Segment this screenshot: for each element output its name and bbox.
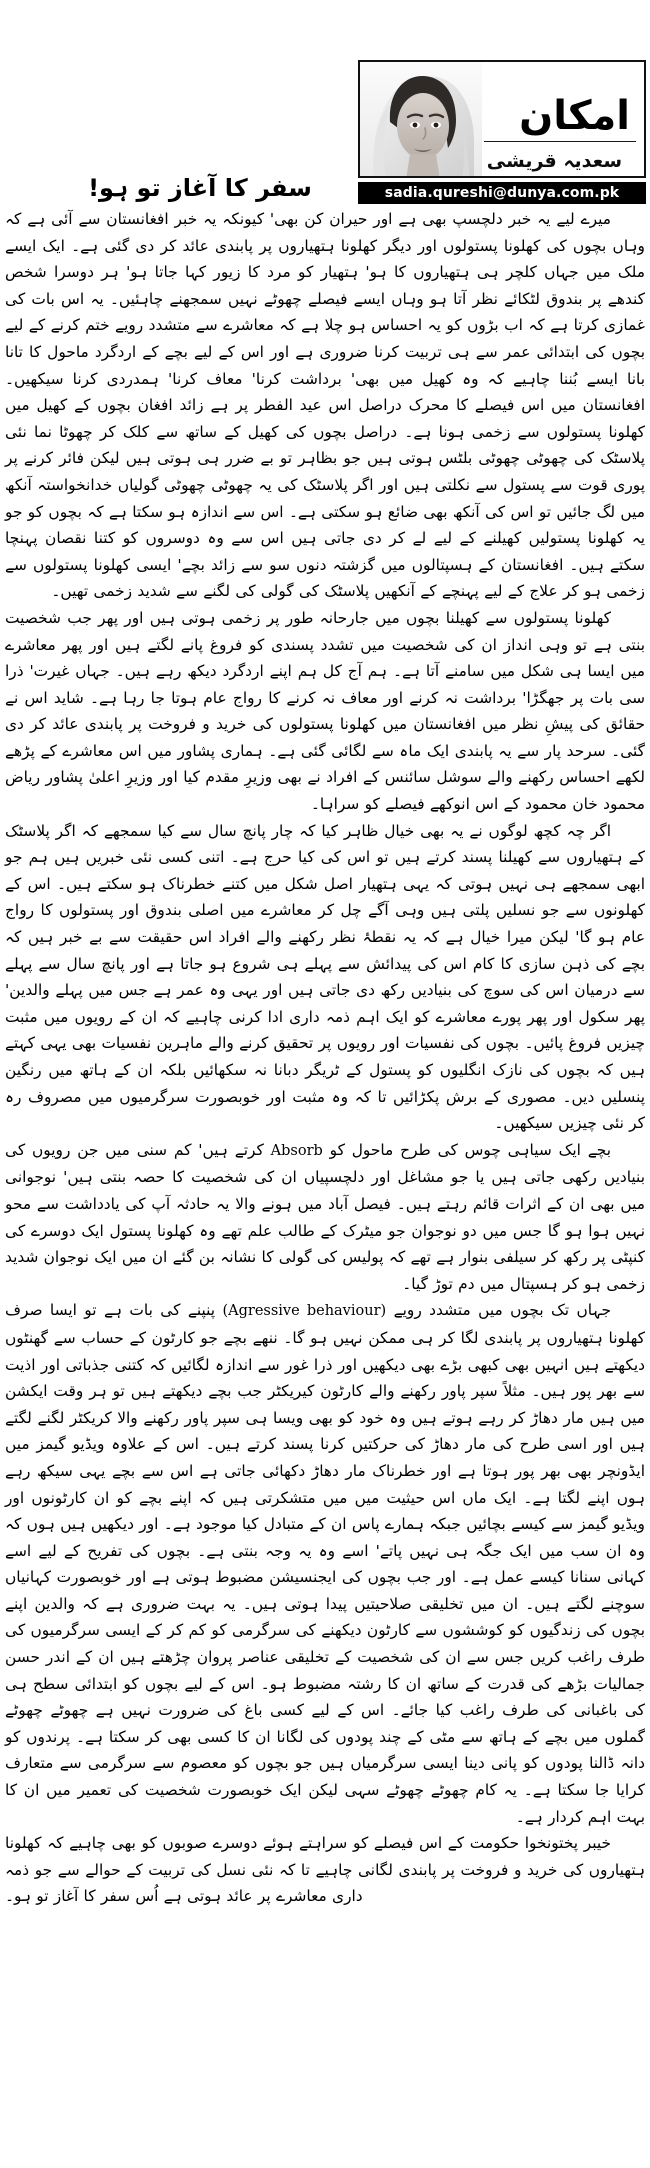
article-paragraph: اگر چہ کچھ لوگوں نے یہ بھی خیال ظاہر کیا کہ چار پانچ سال سے کیا سمجھے کہ اگر پلاسٹک کے ہتھیاروں سے کھیلنا پسند کرتے ہیں تو اس کی کیا حرج ہے۔ اتنی کسی نئی خبریں ہیں ہم جو ابھی سمجھے ہی نہیں ہوتی کہ یہی ہتھیار اصل شکل میں کتنے خطرناک ہو سکتے ہیں۔ اس کے کھلونوں سے جو نسلیں پلتی ہیں وہی آگے چل کر معاشرے میں اصلی بندوق اور پستولوں کا رواج عام ہو گا' لیکن میرا خیال ہے کہ یہ نقطۂ نظر رکھنے والے افراد اس حقیقت سے بے خبر ہیں کہ بچے کی ذہن سازی کا کام اس کی پیدائش سے پہلے ہی شروع ہو جاتا ہے اور پانچ سال سے پہلے سے درمیان اس کی سوچ کی بنیادیں رکھ دی جاتی ہیں اور یہی وہ عمر ہے جس میں پہلے والدین' پھر سکول اور پھر پورے معاشرے کو ایک اہم ذمہ داری ادا کرنی چاہیے کہ ان کے رویوں میں مثبت چیزیں فروغ پائیں۔ بچوں کی نفسیات اور رویوں پر تحقیق کرنے والے ماہرین نفسیات بھی یہی کہتے ہیں کہ بچوں کی نازک انگلیوں کو پستول کے ٹریگر دبانا نہ سکھائیں بلکہ ان کے ہاتھ میں رنگین پنسلیں دیں۔ مصوری کے برش پکڑائیں تا کہ وہ مثبت اور خوبصورت سرگرمیوں میں مصروف رہ کر نئی چیزیں سیکھیں۔ xyxy=(5,821,645,1133)
author-portrait-photo xyxy=(360,62,482,178)
article-body xyxy=(5,206,645,1910)
author-name: سعدیہ قریشی xyxy=(486,150,622,173)
author-email-text: sadia.qureshi@dunya.com.pk xyxy=(384,185,620,201)
column-masthead xyxy=(0,36,650,203)
article-paragraph: جہاں تک بچوں میں متشدد رویے (Agressive behaviour) پنپنے کی بات ہے تو ایسا صرف کھلونا ہتھیاروں پر پابندی لگا کر ہی ممکن نہیں ہو گا۔ ننھے بچے جو کارٹون کے حساب سے گھنٹوں دیکھتے ہیں انہیں بھی کبھی بڑے بھی دیکھیں اور ذرا غور سے اندازہ لگائیں کہ کتنی جذباتی اور اذیت سے بھر پور ہیں۔ مثلاً سپر پاور رکھنے والے کارٹون کیریکٹر جب بچے دیکھتے ہیں تو ہر وقت ایکشن میں ہیں مار دھاڑ کر رہے ہوتے ہیں وہ خود کو بھی ویسا ہی سپر پاور رکھنے والا کریکٹر لگنے لگتے ہیں اور اسی طرح کی مار دھاڑ کی حرکتیں کرنا پسند کرتے ہیں۔ اس کے علاوہ ویڈیو گیمز میں ایڈونچر بھی بھر پور ہوتا ہے اور خطرناک مار دھاڑ دکھائی جاتی ہے اس سے بچے یہی سیکھ رہے ہوں اپنے لگتا ہے۔ ایک ماں اس حیثیت میں میں متشکرتی ہیں کہ اپنے بچے کو ان کارٹونوں اور ویڈیو گیمز سے کیسے بچائیں جبکہ ہمارے پاس ان کے متبادل کیا موجود ہے۔ اور دیکھیں ہیں ہوں کہ وہ ان سب میں ایک جگہ ہی نہیں پاتے' اسے وہ یہ وجہ بنتی ہے۔ بچوں کی تفریح کے لیے اسے کہانی سنانا کیسے عمل ہے۔ اور جب بچوں کی ایجنسیشن مضبوط ہوتی ہے اور خوبصورت کہانیاں سوچنے لگتے ہیں۔ ان میں تخلیقی صلاحیتیں پیدا ہوتی ہیں۔ یہ بہت ضروری ہے کہ والدین اپنے بچوں کی زندگیوں کو کوششوں سے کارٹون دیکھنے کی سرگرمی کو کم کر کے ایسی سرگرمیوں کی طرف راغب کریں جس سے ان کی شخصیت کے تخلیقی عناصر پروان چڑھتے ہیں ان کے اندر حسن جمالیات بڑھے کی قدرت کے ساتھ ان کا رشتہ مضبوط ہو۔ اس کے لیے بچوں کو ابتدائی سطح ہی کی باغبانی کی طرف راغب کیا جائے۔ اس کے لیے کسی باغ کی ضرورت نہیں ہے چھوٹے چھوٹے گملوں میں بچے کے ہاتھ سے مٹی کے چند پودوں کی لگانا ان کا کسی بھی کر سکتا ہے۔ پرندوں کو دانہ ڈالنا پودوں کو پانی دینا ایسی سرگرمیاں ہیں جو بچوں کو معصوم سے سرگرمی سے متعارف کرایا جا سکتا ہے۔ یہ کام چھوٹے چھوٹے سہی لیکن ایک خوبصورت شخصیت کی تعمیر میں ان کا بہت اہم کردار ہے۔ xyxy=(5,1301,645,1826)
author-plate-inner xyxy=(360,62,644,176)
article-paragraph: میرے لیے یہ خبر دلچسپ بھی ہے اور حیران کن بھی' کیونکہ یہ خبر افغانستان سے آئی ہے کہ وہاں بچوں کی کھلونا پستولوں اور دیگر کھلونا ہتھیاروں پر پابندی عائد کر دی گئی ہے۔ ایک ایسے ملک میں جہاں کلچر ہی ہتھیاروں کا ہو' ہتھیار کو مرد کا زیور کہا جاتا ہو' ہر دوسرا شخص کندھے پر بندوق لٹکائے نظر آتا ہو وہاں ایسے فیصلے چھوٹے نہیں سمجھنے چاہئیں۔ یہ اس بات کی غمازی کرتا ہے کہ اب بڑوں کو یہ احساس ہو چلا ہے کہ معاشرے سے متشدد رویے ختم کرنے کے لیے بچوں کی ابتدائی عمر سے ہی تربیت کرنا ضروری ہے اور اس کے لیے بچے کے اردگرد ماحول کا تانا بانا ایسے بُننا چاہیے کہ وہ کھیل میں بھی' برداشت کرنا' معاف کرنا' ہمدردی کرنا سیکھیں۔ افغانستان میں اس فیصلے کا محرک دراصل اس عید الفطر پر ہے زائد افغان بچوں کے کھیل میں کھلونا پستولوں سے زخمی ہونا ہے۔ دراصل بچوں کی کھیل کے ساتھ سے کلک کر چھوٹا نما نئی پلاسٹک کی چھوٹی چھوٹی بلٹس ہوتی ہیں جو بظاہر تو بے ضرر ہی ہوتی ہیں لیکن فائر کرنے پر پوری قوت سے پستول سے نکلتی ہیں اور اگر پلاسٹک کی یہ چھوٹی چھوٹی گولیاں خدانخواستہ آنکھ میں لگ جائیں تو اس کی آنکھ بھی ضائع ہو سکتی ہے۔ اس سے اندازہ ہو سکتا ہے کہ بچوں کو جو یہ کھلونا پستولیں کھیلنے کے لیے لے کر دی جاتی ہیں اس سے وہ دوسروں کو کتنا نقصان پہنچا سکتے ہیں۔ افغانستان کے ہسپتالوں میں گزشتہ دنوں سو سے زائد بچے' ایسی کھلونا پستولوں سے زخمی ہو کر علاج کے لیے پہنچے کے آنکھیں پلاسٹک کی گولی کی لگنے سے شدید زخمی تھیں۔ xyxy=(5,210,645,601)
article-paragraph: بچے ایک سیاہی چوس کی طرح ماحول کو Absorb کرتے ہیں' کم سنی میں جن رویوں کی بنیادیں رکھی جاتی ہیں یا جو مشاغل اور دلچسپیاں ان کی شخصیت کا حصہ بنتی ہیں' نوجوانی میں بھی ان کے اثرات قائم رہتے ہیں۔ فیصل آباد میں ہونے والا یہ حادثہ آپ کی یادداشت سے محو نہیں ہوا ہو گا جس میں دو نوجوان جو میٹرک کے طالب علم تھے وہ کھلونا پستول ایک دوسرے کی کنپٹی پر رکھ کر سیلفی بنوار ہے تھے کہ پولیس کی گولی کا نشانہ بن گئے ان میں ایک نوجوان شدید زخمی ہو کر ہسپتال میں دم توڑ گیا۔ xyxy=(5,1140,645,1293)
author-email-bar[interactable] xyxy=(358,182,646,204)
plate-divider-rule xyxy=(484,141,636,142)
article-paragraph: خیبر پختونخوا حکومت کے اس فیصلے کو سراہتے ہوئے دوسرے صوبوں کو بھی چاہیے کہ کھلونا ہتھیاروں کی خرید و فروخت پر پابندی لگانی چاہیے تا کہ نئی نسل کی تربیت کے حوالے سے جو ذمہ داری معاشرے پر عائد ہوتی ہے اُس سفر کا آغاز تو ہو۔ xyxy=(5,1834,645,1906)
column-brand-name: امکان xyxy=(519,93,630,139)
article-headline: سفر کا آغاز تو ہو! xyxy=(88,174,312,203)
article-paragraph: کھلونا پستولوں سے کھیلنا بچوں میں جارحانہ طور پر زخمی ہوتی ہیں اور پھر جب شخصیت بنتی ہے تو وہی انداز ان کی شخصیت میں تشدد پسندی کو فروغ پانے لگتے ہیں اور پھر معاشرے میں ایسا ہی شکل میں سامنے آتا ہے۔ ہم آج کل ہم اپنے اردگرد دیکھ رہے ہیں۔ جہاں غیرت' ذرا سی بات پر جھگڑا' برداشت نہ کرنے اور معاف نہ کرنے کا رواج عام ہوتا جا رہا ہے۔ شاید اس نے حقائق کی پیشِ نظر میں افغانستان میں کھلونا پستولوں کی خرید و فروخت پر پابندی عائد کر دی گئی۔ سرحد پار سے یہ پابندی ایک ماہ سے لگائی گئی ہے۔ ہماری پشاور میں اس معاشرے کے پڑھے لکھے احساس رکھنے والے سوشل سائنس کے افراد نے بھی وزیرِ مقدم کیا اور وزیرِ اعلیٰ پشاور ریاض محمود خان محمود کے اس انوکھے فیصلے کو سراہا۔ xyxy=(5,608,645,814)
author-plate xyxy=(358,60,646,178)
